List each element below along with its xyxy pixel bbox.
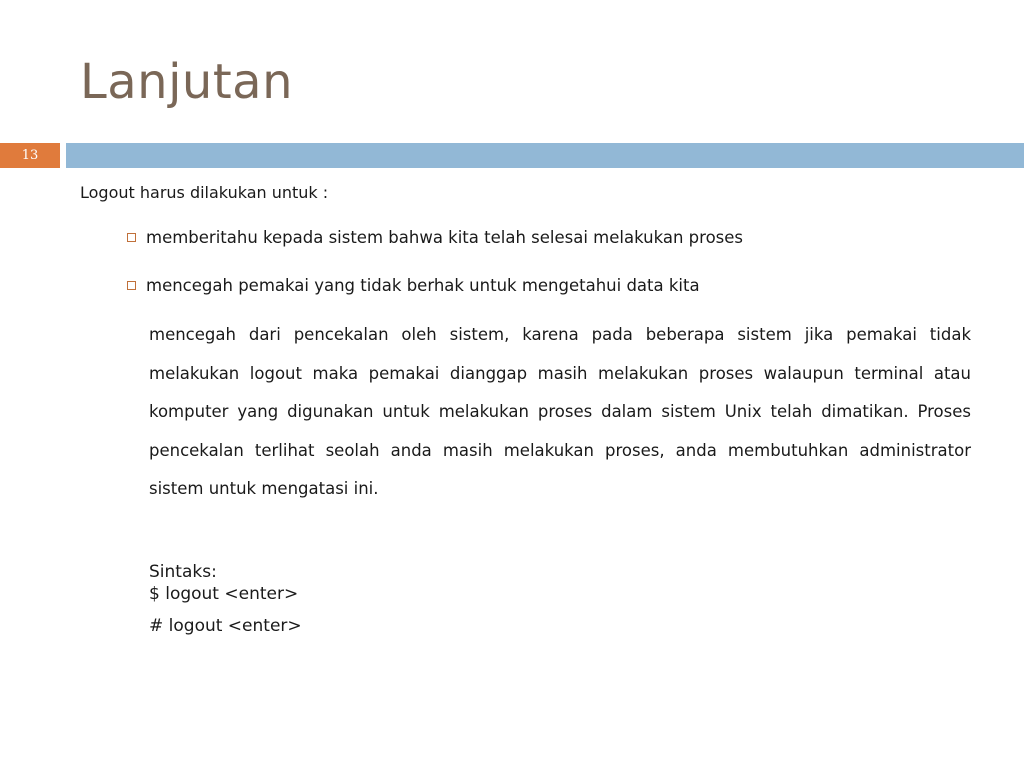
accent-bar — [66, 143, 1024, 168]
slide-number: 13 — [0, 143, 60, 168]
command-line: $ logout <enter> — [149, 584, 299, 604]
bullet-item — [127, 276, 700, 295]
syntax-label: Sintaks: — [149, 562, 217, 582]
slide-title: Lanjutan — [80, 54, 293, 110]
command-line: # logout <enter> — [149, 616, 302, 636]
bullet-text: mencegah pemakai yang tidak berhak untuk mengetahui data kita — [146, 276, 700, 295]
square-bullet-icon — [127, 233, 136, 242]
header-bar — [0, 143, 1024, 168]
bullet-item — [127, 228, 743, 247]
intro-text: Logout harus dilakukan untuk : — [80, 183, 329, 202]
body-paragraph: mencegah dari pencekalan oleh sistem, karena pada beberapa sistem jika pemakai tidak melakukan logout maka pemakai dianggap masih melakukan proses walaupun terminal atau komputer yang digunakan untuk melakukan proses dalam sistem Unix telah dimatikan. Proses pencekalan terlihat seolah anda masih melakukan proses, anda membutuhkan administrator sistem untuk mengatasi ini. — [149, 325, 971, 498]
square-bullet-icon — [127, 281, 136, 290]
syntax-block — [149, 561, 302, 637]
bullet-text: memberitahu kepada sistem bahwa kita telah selesai melakukan proses — [146, 228, 744, 247]
